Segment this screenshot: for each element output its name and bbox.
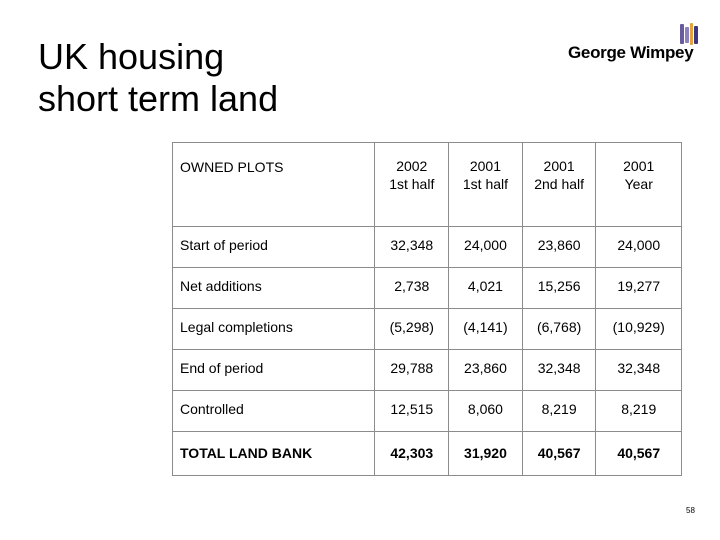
table-cell: 8,219 <box>522 391 596 432</box>
slide-title-line-2: short term land <box>38 78 279 119</box>
header-col-2001-h1 <box>449 143 523 227</box>
table-cell: 23,860 <box>522 227 596 268</box>
header-col-period: 1st half <box>389 176 435 192</box>
row-label: Net additions <box>173 268 375 309</box>
table-cell: (6,768) <box>522 309 596 350</box>
logo-bar-1 <box>680 24 684 44</box>
row-label: Controlled <box>173 391 375 432</box>
owned-plots-table <box>172 142 682 476</box>
header-label: OWNED PLOTS <box>173 143 375 227</box>
table-cell: 32,348 <box>522 350 596 391</box>
header-col-year: 2001 <box>469 158 502 174</box>
header-col-period: Year <box>624 176 653 192</box>
table-cell: 19,277 <box>596 268 682 309</box>
table-header-row <box>173 143 682 227</box>
header-col-period: 1st half <box>462 176 509 192</box>
table-cell: (10,929) <box>596 309 682 350</box>
page-number: 58 <box>686 506 695 515</box>
logo-text: George Wimpey <box>568 43 694 62</box>
table-cell: 32,348 <box>596 350 682 391</box>
table-cell: 24,000 <box>596 227 682 268</box>
table-cell: 31,920 <box>449 432 523 476</box>
table-row-net-additions <box>173 268 682 309</box>
table-cell: 15,256 <box>522 268 596 309</box>
table-cell: 4,021 <box>449 268 523 309</box>
header-col-year: 2001 <box>543 158 575 174</box>
george-wimpey-logo <box>568 22 698 68</box>
table-cell: 8,219 <box>596 391 682 432</box>
header-col-period: 2nd half <box>534 176 585 192</box>
slide-title <box>38 36 458 120</box>
table-cell: 40,567 <box>522 432 596 476</box>
table-cell: 29,788 <box>375 350 449 391</box>
header-col-year: 2001 <box>623 158 655 174</box>
table-row-total-land-bank <box>173 432 682 476</box>
table-cell: 24,000 <box>449 227 523 268</box>
row-label: Start of period <box>173 227 375 268</box>
table-cell: 2,738 <box>375 268 449 309</box>
table-cell: 40,567 <box>596 432 682 476</box>
logo-bar-2 <box>685 27 689 43</box>
table-cell: 42,303 <box>375 432 449 476</box>
table-row-controlled <box>173 391 682 432</box>
table-cell: (5,298) <box>375 309 449 350</box>
table-cell: 12,515 <box>375 391 449 432</box>
header-col-2001-year <box>596 143 682 227</box>
row-label: Legal completions <box>173 309 375 350</box>
logo-bar-4 <box>694 26 698 44</box>
row-label: TOTAL LAND BANK <box>173 432 375 476</box>
header-col-2002-h1 <box>375 143 449 227</box>
row-label: End of period <box>173 350 375 391</box>
logo-bar-3 <box>690 23 693 45</box>
header-col-2001-h2 <box>522 143 596 227</box>
table-cell: 23,860 <box>449 350 523 391</box>
table-row-legal-completions <box>173 309 682 350</box>
table-row-start-of-period <box>173 227 682 268</box>
table-cell: 8,060 <box>449 391 523 432</box>
table-row-end-of-period <box>173 350 682 391</box>
header-col-year: 2002 <box>396 158 428 174</box>
table-cell: 32,348 <box>375 227 449 268</box>
slide-title-line-1: UK housing <box>38 36 225 77</box>
table-cell: (4,141) <box>449 309 523 350</box>
